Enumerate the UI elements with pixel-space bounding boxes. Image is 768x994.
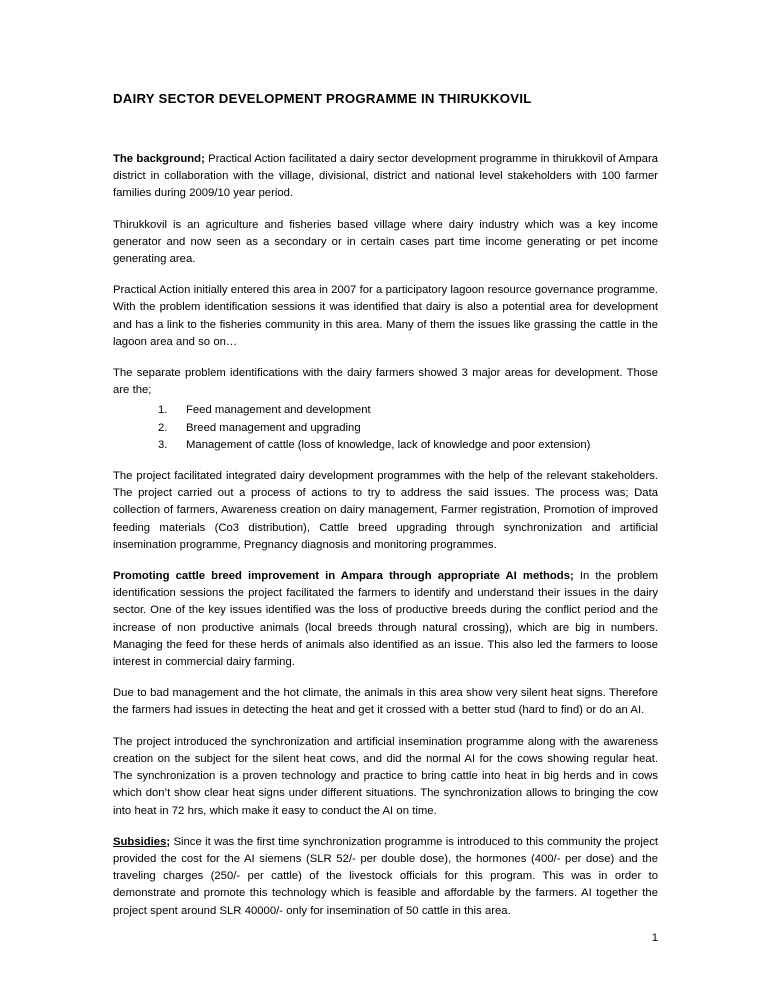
list-item-label: Feed management and development [186, 404, 371, 417]
paragraph-background [113, 151, 658, 203]
spacer [113, 671, 658, 685]
document-body [113, 90, 658, 920]
list-item-number: 1. [158, 404, 168, 417]
development-areas-list [113, 402, 658, 454]
list-item [113, 437, 658, 454]
page-title: DAIRY SECTOR DEVELOPMENT PROGRAMME IN THIRUKKOVIL [113, 91, 532, 106]
paragraph-breed-improvement [113, 568, 658, 671]
spacer [113, 203, 658, 217]
list-item-number: 3. [158, 438, 168, 451]
list-item-label: Breed management and upgrading [186, 421, 361, 434]
paragraph-subsidies-body: Since it was the first time synchronization programme is introduced to this community the project provided the cost for the AI siemens (SLR 52/- per double dose), the hormones (400/- per dose) and the traveling charges (250/- per cattle) of the livestock officials for this program. This was in order to demonstrate and promote this technology which is feasible and affordable by the farmers. AI together the project spent around SLR 40000/- only for insemination of 50 cattle in this area. [113, 835, 658, 917]
spacer [113, 268, 658, 282]
paragraph-breed-improvement-body: In the problem identification sessions the project facilitated the farmers to identify and understand their issues in the dairy sector. One of the key issues identified was the loss of productive breeds during the conflict period and the increase of non productive animals (local breeds through natural crossing), which are big in numbers. Managing the feed for these herds of animals also identified as an issue. This also led the farmers to loose interest in commercial dairy farming. [113, 570, 658, 669]
list-item [113, 420, 658, 437]
paragraph-silent-heat: Due to bad management and the hot climate, the animals in this area show very silent heat signs. Therefore the farmers had issues in detecting the heat and get it crossed with a better stud (hard to find) or do an AI. [113, 687, 658, 717]
paragraph-synchronization: The project introduced the synchronization and artificial insemination programme along with the awareness creation on the subject for the silent heat cows, and did the normal AI for the cows showing regular heat. The synchronization is a proven technology and practice to bring cattle into heat in big herds and in cows which don’t show clear heat signs under different situations. The synchronization allows to bringing the cow into heat in 72 hrs, which make it easy to conduct the AI on time. [113, 735, 658, 817]
list-item-number: 2. [158, 421, 168, 434]
paragraph-entry-2007: Practical Action initially entered this area in 2007 for a participatory lagoon resource governance programme. With the problem identification sessions it was identified that dairy is also a potential area for development and has a link to the fisheries community in this area. Many of them the issues like grassing the cattle in the lagoon area and so on… [113, 284, 658, 348]
spacer [113, 554, 658, 568]
spacer [113, 454, 658, 468]
spacer [113, 720, 658, 734]
spacer [113, 351, 658, 365]
page-number: 1 [651, 932, 658, 944]
spacer-after-title [113, 107, 658, 151]
paragraph-breed-improvement-lead: Promoting cattle breed improvement in Ampara through appropriate AI methods; [113, 570, 574, 583]
paragraph-background-body: Practical Action facilitated a dairy sector development programme in thirukkovil of Ampara district in collaboration with the village, divisional, district and national level stakeholders with 100 farmer families during 2009/10 year period. [113, 153, 658, 200]
paragraph-background-lead: The background; [113, 153, 205, 165]
list-item [113, 402, 658, 419]
paragraph-subsidies-lead: Subsidies; [113, 835, 171, 848]
spacer [113, 820, 658, 834]
paragraph-integrated-programmes: The project facilitated integrated dairy development programmes with the help of the relevant stakeholders. The project carried out a process of actions to try to address the said issues. The process was; Data collection of farmers, Awareness creation on dairy management, Farmer registration, Promotion of improved feeding materials (Co3 distribution), Cattle breed upgrading through synchronization and artificial insemination programme, Pregnancy diagnosis and monitoring programmes. [113, 470, 658, 551]
paragraph-village-profile: Thirukkovil is an agriculture and fisheries based village where dairy industry which was a key income generator and now seen as a secondary or in certain cases part time income generating or pet income generating area. [113, 218, 658, 266]
paragraph-three-areas-intro: The separate problem identifications with the dairy farmers showed 3 major areas for development. Those are the; [113, 367, 658, 397]
list-item-label: Management of cattle (loss of knowledge, lack of knowledge and poor extension) [186, 438, 591, 451]
paragraph-subsidies [113, 834, 658, 920]
